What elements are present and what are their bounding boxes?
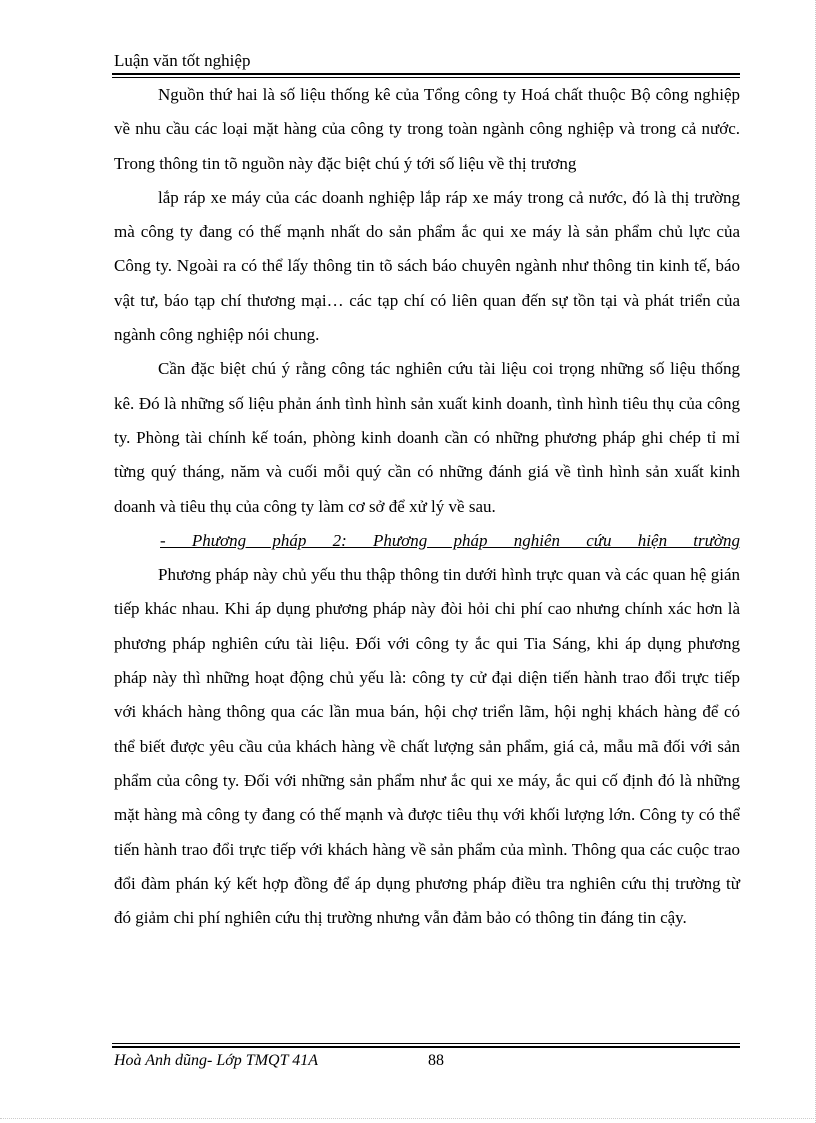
paragraph-source-two-cont: lắp ráp xe máy của các doanh nghiệp lắp ráp xe máy trong cả nước, đó là thị trường mà công ty đang có thế mạnh nhất do sản phẩm ắc qui xe máy là sản phẩm chủ lực của Công ty. Ngoài ra có thể lấy thông tin tõ sách báo chuyên ngành như thông tin kinh tế, báo vật tư, báo tạp chí thương mại… các tạp chí có liên quan đến sự tồn tại và phát triển của ngành công nghiệp nói chung.	[114, 187, 740, 345]
section-heading-method-2: - Phương pháp 2: Phương pháp nghiên cứu hiện trường	[160, 530, 740, 550]
running-header-title: Luận văn tốt nghiệp	[114, 51, 251, 70]
header-rule-thick	[112, 73, 740, 75]
page-footer	[114, 1052, 444, 1070]
page-edge-bottom	[0, 1118, 816, 1119]
page-number: 88	[428, 1052, 444, 1069]
paragraph-source-two: Nguồn thứ hai là số liệu thống kê của Tổng công ty Hoá chất thuộc Bộ công nghiệp về nhu cầu các loại mặt hàng của công ty trong toàn ngành công nghiệp và trong cả nước. Trong thông tin tõ nguồn này đặc biệt chú ý tới số liệu về thị trương	[114, 85, 740, 173]
footer-author: Hoà Anh dũng- Lớp TMQT 41A	[114, 1052, 318, 1069]
page-body	[114, 78, 740, 935]
footer-rule-thin	[112, 1043, 740, 1044]
paragraph-field-research: Phương pháp này chủ yếu thu thập thông tin dưới hình trực quan và các quan hệ gián tiếp khác nhau. Khi áp dụng phương pháp này đòi hỏi chi phí cao nhưng chính xác hơn là phương pháp nghiên cứu tài liệu. Đối với công ty ắc qui Tia Sáng, khi áp dụng phương pháp này thì những hoạt động chủ yếu là: công ty cử đại diện tiến hành trao đổi trực tiếp với khách hàng thông qua các lần mua bán, hội chợ triển lãm, hội nghị khách hàng để có thể biết được yêu cầu của khách hàng về chất lượng sản phẩm, giá cả, mẫu mã đối với sản phẩm của công ty. Đối với những sản phẩm như ắc qui xe máy, ắc qui cố định đó là những mặt hàng mà công ty đang có thế mạnh và được tiêu thụ với khối lượng lớn. Công ty có thể tiến hành trao đổi trực tiếp với khách hàng về sản phẩm của mình. Thông qua các cuộc trao đổi đàm phán ký kết hợp đồng để áp dụng phương pháp điều tra nghiên cứu thị trường từ đó giảm chi phí nghiên cứu thị trường nhưng vẫn đảm bảo có thông tin đáng tin cậy.	[114, 565, 740, 928]
footer-rule-thick	[112, 1046, 740, 1048]
paragraph-statistics-note: Cần đặc biệt chú ý rằng công tác nghiên cứu tài liệu coi trọng những số liệu thống kê. Đó là những số liệu phản ánh tình hình sản xuất kinh doanh, tình hình tiêu thụ của công ty. Phòng tài chính kế toán, phòng kinh doanh cần có những phương pháp ghi chép tỉ mỉ từng quý tháng, năm và cuối mỗi quý cần có những đánh giá về tình hình sản xuất kinh doanh và tiêu thụ của công ty làm cơ sở để xử lý về sau.	[114, 359, 740, 516]
